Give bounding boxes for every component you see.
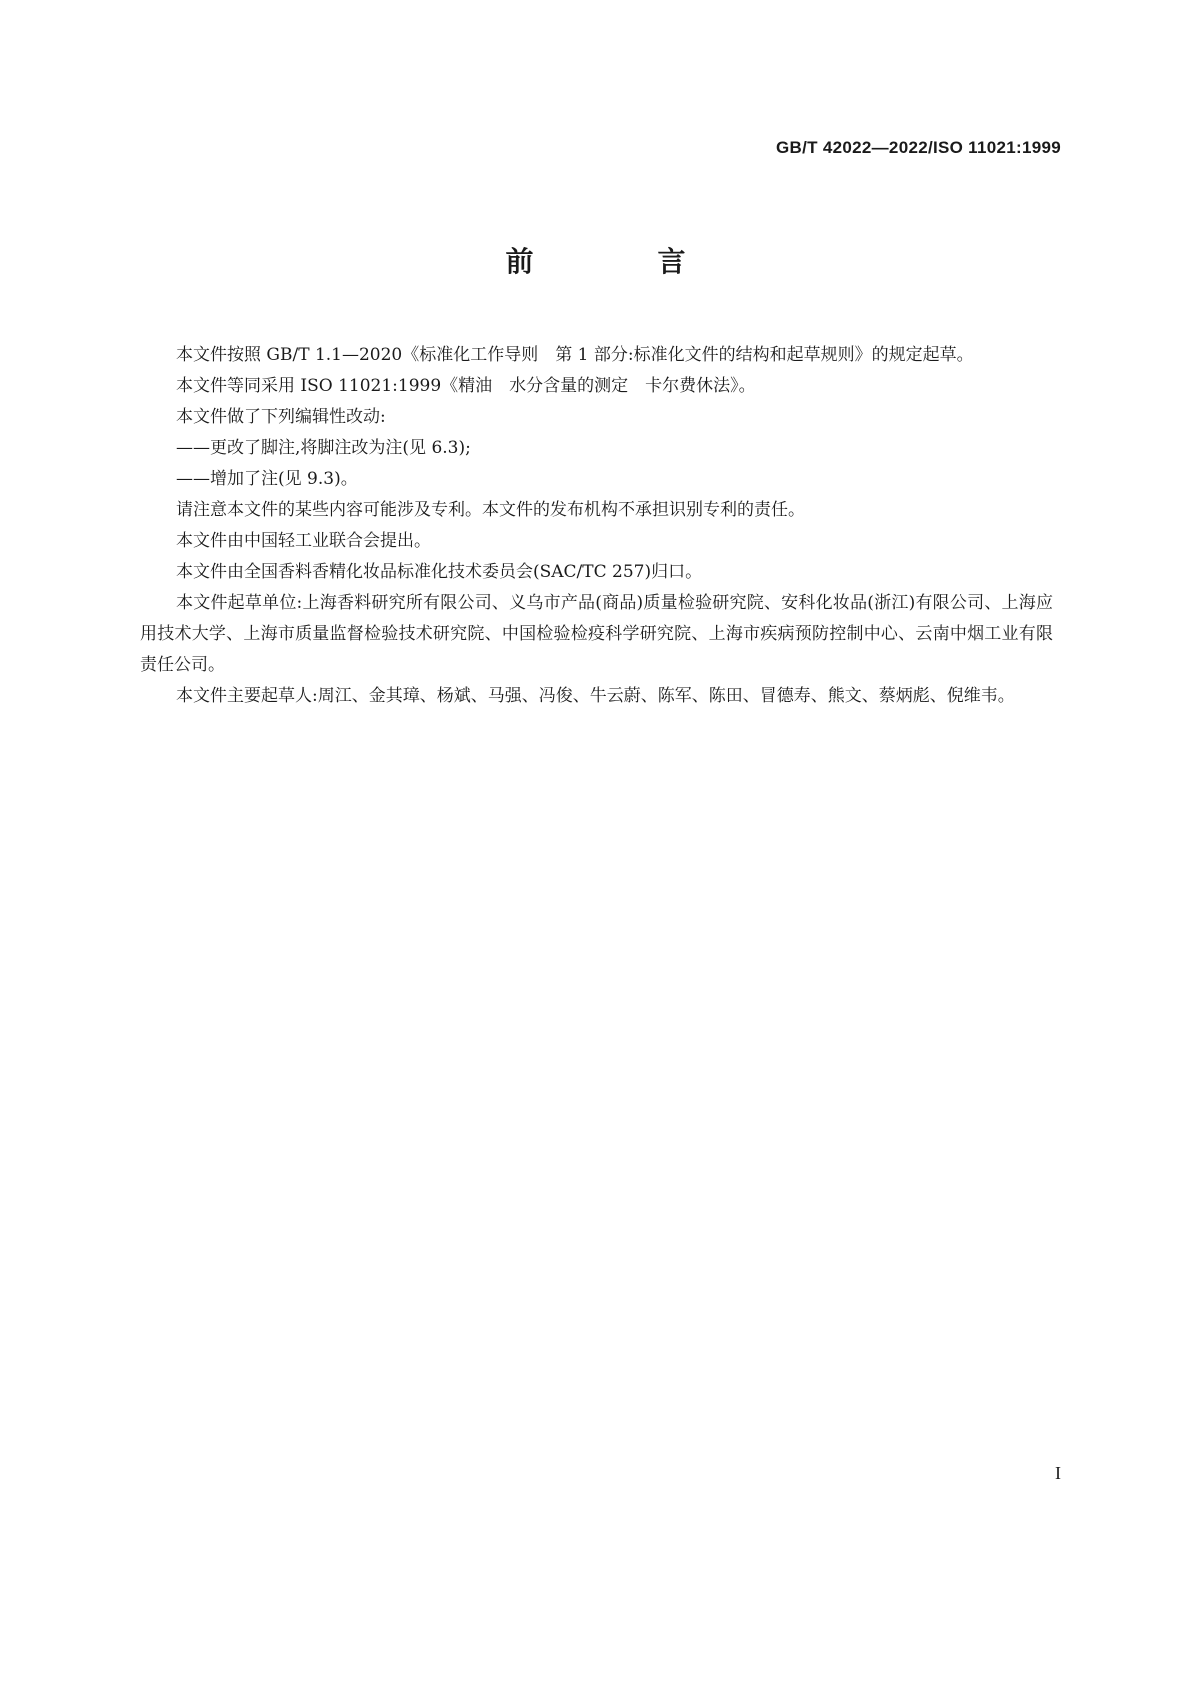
page-title: 前 言 <box>505 245 734 278</box>
page-number: I <box>1055 1463 1061 1483</box>
paragraph-drafting-units: 本文件起草单位:上海香料研究所有限公司、义乌市产品(商品)质量检验研究院、安科化妆品(浙江)有限公司、上海应用技术大学、上海市质量监督检验技术研究院、中国检验检疫科学研究院、上海市疾病预防控制中心、云南中烟工业有限责任公司。 <box>140 593 1053 675</box>
list-item-note-added: ——增加了注(见 9.3)。 <box>176 469 358 489</box>
paragraph-patent-notice: 请注意本文件的某些内容可能涉及专利。本文件的发布机构不承担识别专利的责任。 <box>176 500 805 520</box>
paragraph-equivalent-adoption: 本文件等同采用 ISO 11021:1999《精油 水分含量的测定 卡尔费休法》。 <box>176 376 756 396</box>
paragraph-proposed-by: 本文件由中国轻工业联合会提出。 <box>176 531 431 551</box>
standard-code: GB/T 42022—2022/ISO 11021:1999 <box>776 138 1061 157</box>
foreword-body <box>140 340 1053 712</box>
paragraph-drafters: 本文件主要起草人:周江、金其璋、杨斌、马强、冯俊、牛云蔚、陈军、陈田、冒德寿、熊文、蔡炳彪、倪维韦。 <box>176 686 1015 706</box>
list-item-footnote-change: ——更改了脚注,将脚注改为注(见 6.3); <box>176 438 471 458</box>
paragraph-editorial-changes: 本文件做了下列编辑性改动: <box>176 407 386 427</box>
paragraph-technical-committee: 本文件由全国香料香精化妆品标准化技术委员会(SAC/TC 257)归口。 <box>176 562 703 582</box>
paragraph-drafting-rules: 本文件按照 GB/T 1.1—2020《标准化工作导则 第 1 部分:标准化文件的结构和起草规则》的规定起草。 <box>176 345 974 365</box>
